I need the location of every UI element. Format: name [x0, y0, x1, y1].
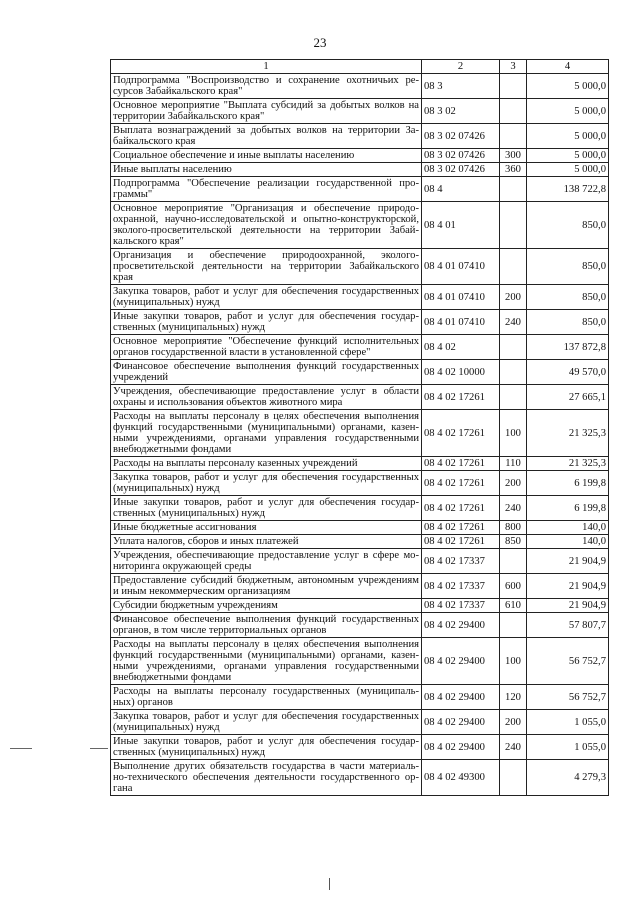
row-code-cell: 08 4 02 29400 — [422, 638, 500, 685]
table-row — [111, 149, 609, 163]
row-code-cell: 08 4 02 17261 — [422, 457, 500, 471]
table-header — [111, 60, 609, 74]
row-name-cell: Подпрограмма "Воспроизводство и сохранение охотничьих ре-сурсов Забайкальского края" — [111, 74, 422, 99]
row-name-cell: Основное мероприятие "Организация и обеспечение природо-охранной, научно-исследовательской и опытно-конструкторской, эколого-просветительской деятельности на территории Забай-кальского края" — [111, 202, 422, 249]
table-row — [111, 638, 609, 685]
row-expense-type-cell: 240 — [500, 496, 527, 521]
table-row — [111, 685, 609, 710]
row-expense-type-cell — [500, 177, 527, 202]
row-expense-type-cell: 360 — [500, 163, 527, 177]
table-row — [111, 521, 609, 535]
row-code-cell: 08 4 01 07410 — [422, 310, 500, 335]
row-code-cell: 08 4 02 29400 — [422, 685, 500, 710]
row-expense-type-cell — [500, 202, 527, 249]
row-expense-type-cell: 240 — [500, 735, 527, 760]
table-row — [111, 249, 609, 285]
row-code-cell: 08 4 02 29400 — [422, 613, 500, 638]
row-code-cell: 08 4 02 29400 — [422, 710, 500, 735]
row-amount-cell: 1 055,0 — [527, 735, 609, 760]
row-code-cell: 08 3 02 — [422, 99, 500, 124]
row-code-cell: 08 4 01 07410 — [422, 285, 500, 310]
row-expense-type-cell — [500, 124, 527, 149]
row-amount-cell: 21 904,9 — [527, 574, 609, 599]
row-amount-cell: 850,0 — [527, 310, 609, 335]
row-name-cell: Субсидии бюджетным учреждениям — [111, 599, 422, 613]
row-expense-type-cell — [500, 74, 527, 99]
row-code-cell: 08 4 02 17261 — [422, 410, 500, 457]
row-amount-cell: 5 000,0 — [527, 74, 609, 99]
row-code-cell: 08 4 02 17261 — [422, 471, 500, 496]
row-expense-type-cell: 200 — [500, 285, 527, 310]
table-row — [111, 471, 609, 496]
row-expense-type-cell — [500, 99, 527, 124]
row-expense-type-cell: 200 — [500, 471, 527, 496]
row-amount-cell: 5 000,0 — [527, 149, 609, 163]
row-amount-cell: 6 199,8 — [527, 496, 609, 521]
scan-mark — [90, 748, 108, 749]
row-name-cell: Иные закупки товаров, работ и услуг для обеспечения государ-ственных (муниципальных) нужд — [111, 496, 422, 521]
row-amount-cell: 21 325,3 — [527, 457, 609, 471]
row-amount-cell: 56 752,7 — [527, 685, 609, 710]
row-code-cell: 08 4 02 17337 — [422, 574, 500, 599]
row-code-cell: 08 4 02 17337 — [422, 549, 500, 574]
row-amount-cell: 140,0 — [527, 521, 609, 535]
row-name-cell: Иные закупки товаров, работ и услуг для обеспечения государ-ственных (муниципальных) нужд — [111, 310, 422, 335]
column-header-4: 4 — [527, 60, 609, 74]
table-row — [111, 202, 609, 249]
row-name-cell: Расходы на выплаты персоналу в целях обеспечения выполнения функций государственными (муниципальными) органами, казен-ными учреждениями, органами управления государственными внебюджетными фондами — [111, 638, 422, 685]
row-code-cell: 08 4 02 49300 — [422, 760, 500, 796]
row-name-cell: Выполнение других обязательств государства в части материаль-но-технического обеспечения деятельности государственного ор-гана — [111, 760, 422, 796]
column-header-2: 2 — [422, 60, 500, 74]
row-amount-cell: 1 055,0 — [527, 710, 609, 735]
row-code-cell: 08 3 — [422, 74, 500, 99]
row-name-cell: Учреждения, обеспечивающие предоставление услуг в сфере мо-ниторинга окружающей среды — [111, 549, 422, 574]
row-amount-cell: 5 000,0 — [527, 124, 609, 149]
table-row — [111, 457, 609, 471]
row-expense-type-cell: 100 — [500, 410, 527, 457]
row-expense-type-cell — [500, 613, 527, 638]
row-amount-cell: 850,0 — [527, 249, 609, 285]
row-expense-type-cell — [500, 335, 527, 360]
row-code-cell: 08 4 02 10000 — [422, 360, 500, 385]
row-expense-type-cell: 800 — [500, 521, 527, 535]
row-expense-type-cell — [500, 249, 527, 285]
row-amount-cell: 4 279,3 — [527, 760, 609, 796]
row-code-cell: 08 4 02 17261 — [422, 535, 500, 549]
table-row — [111, 496, 609, 521]
row-expense-type-cell — [500, 385, 527, 410]
row-code-cell: 08 4 02 17261 — [422, 385, 500, 410]
row-code-cell: 08 4 — [422, 177, 500, 202]
row-name-cell: Учреждения, обеспечивающие предоставление услуг в области охраны и использования объектов животного мира — [111, 385, 422, 410]
row-expense-type-cell: 100 — [500, 638, 527, 685]
row-expense-type-cell: 850 — [500, 535, 527, 549]
row-name-cell: Основное мероприятие "Выплата субсидий за добытых волков на территории Забайкальского края" — [111, 99, 422, 124]
scan-mark — [329, 878, 330, 890]
row-amount-cell: 5 000,0 — [527, 163, 609, 177]
row-amount-cell: 140,0 — [527, 535, 609, 549]
row-name-cell: Иные бюджетные ассигнования — [111, 521, 422, 535]
table-row — [111, 177, 609, 202]
row-name-cell: Закупка товаров, работ и услуг для обеспечения государственных (муниципальных) нужд — [111, 471, 422, 496]
table-row — [111, 74, 609, 99]
budget-table — [110, 59, 609, 796]
table-row — [111, 335, 609, 360]
row-expense-type-cell: 120 — [500, 685, 527, 710]
row-amount-cell: 850,0 — [527, 285, 609, 310]
row-code-cell: 08 4 02 17337 — [422, 599, 500, 613]
column-header-3: 3 — [500, 60, 527, 74]
row-amount-cell: 27 665,1 — [527, 385, 609, 410]
row-code-cell: 08 4 02 29400 — [422, 735, 500, 760]
row-code-cell: 08 4 02 — [422, 335, 500, 360]
row-expense-type-cell: 200 — [500, 710, 527, 735]
row-name-cell: Иные закупки товаров, работ и услуг для обеспечения государ-ственных (муниципальных) нужд — [111, 735, 422, 760]
table-row — [111, 735, 609, 760]
table-row — [111, 124, 609, 149]
row-expense-type-cell: 110 — [500, 457, 527, 471]
row-amount-cell: 850,0 — [527, 202, 609, 249]
row-expense-type-cell: 610 — [500, 599, 527, 613]
row-amount-cell: 21 904,9 — [527, 599, 609, 613]
row-expense-type-cell: 300 — [500, 149, 527, 163]
row-code-cell: 08 4 02 17261 — [422, 496, 500, 521]
row-name-cell: Иные выплаты населению — [111, 163, 422, 177]
table-row — [111, 310, 609, 335]
row-name-cell: Финансовое обеспечение выполнения функций государственных органов, в том числе территориальных органов — [111, 613, 422, 638]
row-code-cell: 08 3 02 07426 — [422, 149, 500, 163]
table-row — [111, 760, 609, 796]
row-expense-type-cell: 600 — [500, 574, 527, 599]
table-row — [111, 360, 609, 385]
table-row — [111, 285, 609, 310]
table-row — [111, 574, 609, 599]
table-row — [111, 549, 609, 574]
row-name-cell: Финансовое обеспечение выполнения функций государственных учреждений — [111, 360, 422, 385]
row-name-cell: Закупка товаров, работ и услуг для обеспечения государственных (муниципальных) нужд — [111, 710, 422, 735]
row-amount-cell: 21 904,9 — [527, 549, 609, 574]
row-code-cell: 08 4 01 07410 — [422, 249, 500, 285]
table-row — [111, 613, 609, 638]
row-name-cell: Социальное обеспечение и иные выплаты населению — [111, 149, 422, 163]
scan-mark — [10, 748, 32, 749]
table-row — [111, 710, 609, 735]
row-code-cell: 08 4 02 17261 — [422, 521, 500, 535]
page-number: 23 — [313, 35, 327, 50]
row-name-cell: Уплата налогов, сборов и иных платежей — [111, 535, 422, 549]
table-row — [111, 535, 609, 549]
table-row — [111, 599, 609, 613]
row-name-cell: Основное мероприятие "Обеспечение функций исполнительных органов государственной власти в установленной сфере" — [111, 335, 422, 360]
row-amount-cell: 6 199,8 — [527, 471, 609, 496]
table-row — [111, 99, 609, 124]
row-amount-cell: 5 000,0 — [527, 99, 609, 124]
row-name-cell: Организация и обеспечение природоохранной, эколого-просветительской деятельности на территории Забайкальского края — [111, 249, 422, 285]
row-amount-cell: 57 807,7 — [527, 613, 609, 638]
row-amount-cell: 21 325,3 — [527, 410, 609, 457]
row-code-cell: 08 3 02 07426 — [422, 163, 500, 177]
row-name-cell: Расходы на выплаты персоналу в целях обеспечения выполнения функций государственными (муниципальными) органами, казен-ными учреждениями, органами управления государственными внебюджетными фондами — [111, 410, 422, 457]
row-expense-type-cell — [500, 760, 527, 796]
row-name-cell: Подпрограмма "Обеспечение реализации государственной про-граммы" — [111, 177, 422, 202]
row-name-cell: Расходы на выплаты персоналу государственных (муниципаль-ных) органов — [111, 685, 422, 710]
table-body — [111, 74, 609, 796]
row-name-cell: Закупка товаров, работ и услуг для обеспечения государственных (муниципальных) нужд — [111, 285, 422, 310]
row-amount-cell: 49 570,0 — [527, 360, 609, 385]
row-code-cell: 08 4 01 — [422, 202, 500, 249]
row-name-cell: Расходы на выплаты персоналу казенных учреждений — [111, 457, 422, 471]
row-expense-type-cell — [500, 360, 527, 385]
row-name-cell: Предоставление субсидий бюджетным, автономным учреждениям и иным некоммерческим организациям — [111, 574, 422, 599]
row-amount-cell: 138 722,8 — [527, 177, 609, 202]
row-expense-type-cell: 240 — [500, 310, 527, 335]
row-name-cell: Выплата вознаграждений за добытых волков на территории За-байкальского края — [111, 124, 422, 149]
table-row — [111, 163, 609, 177]
column-header-1: 1 — [111, 60, 422, 74]
row-amount-cell: 137 872,8 — [527, 335, 609, 360]
table-row — [111, 385, 609, 410]
row-expense-type-cell — [500, 549, 527, 574]
row-code-cell: 08 3 02 07426 — [422, 124, 500, 149]
row-amount-cell: 56 752,7 — [527, 638, 609, 685]
table-row — [111, 410, 609, 457]
